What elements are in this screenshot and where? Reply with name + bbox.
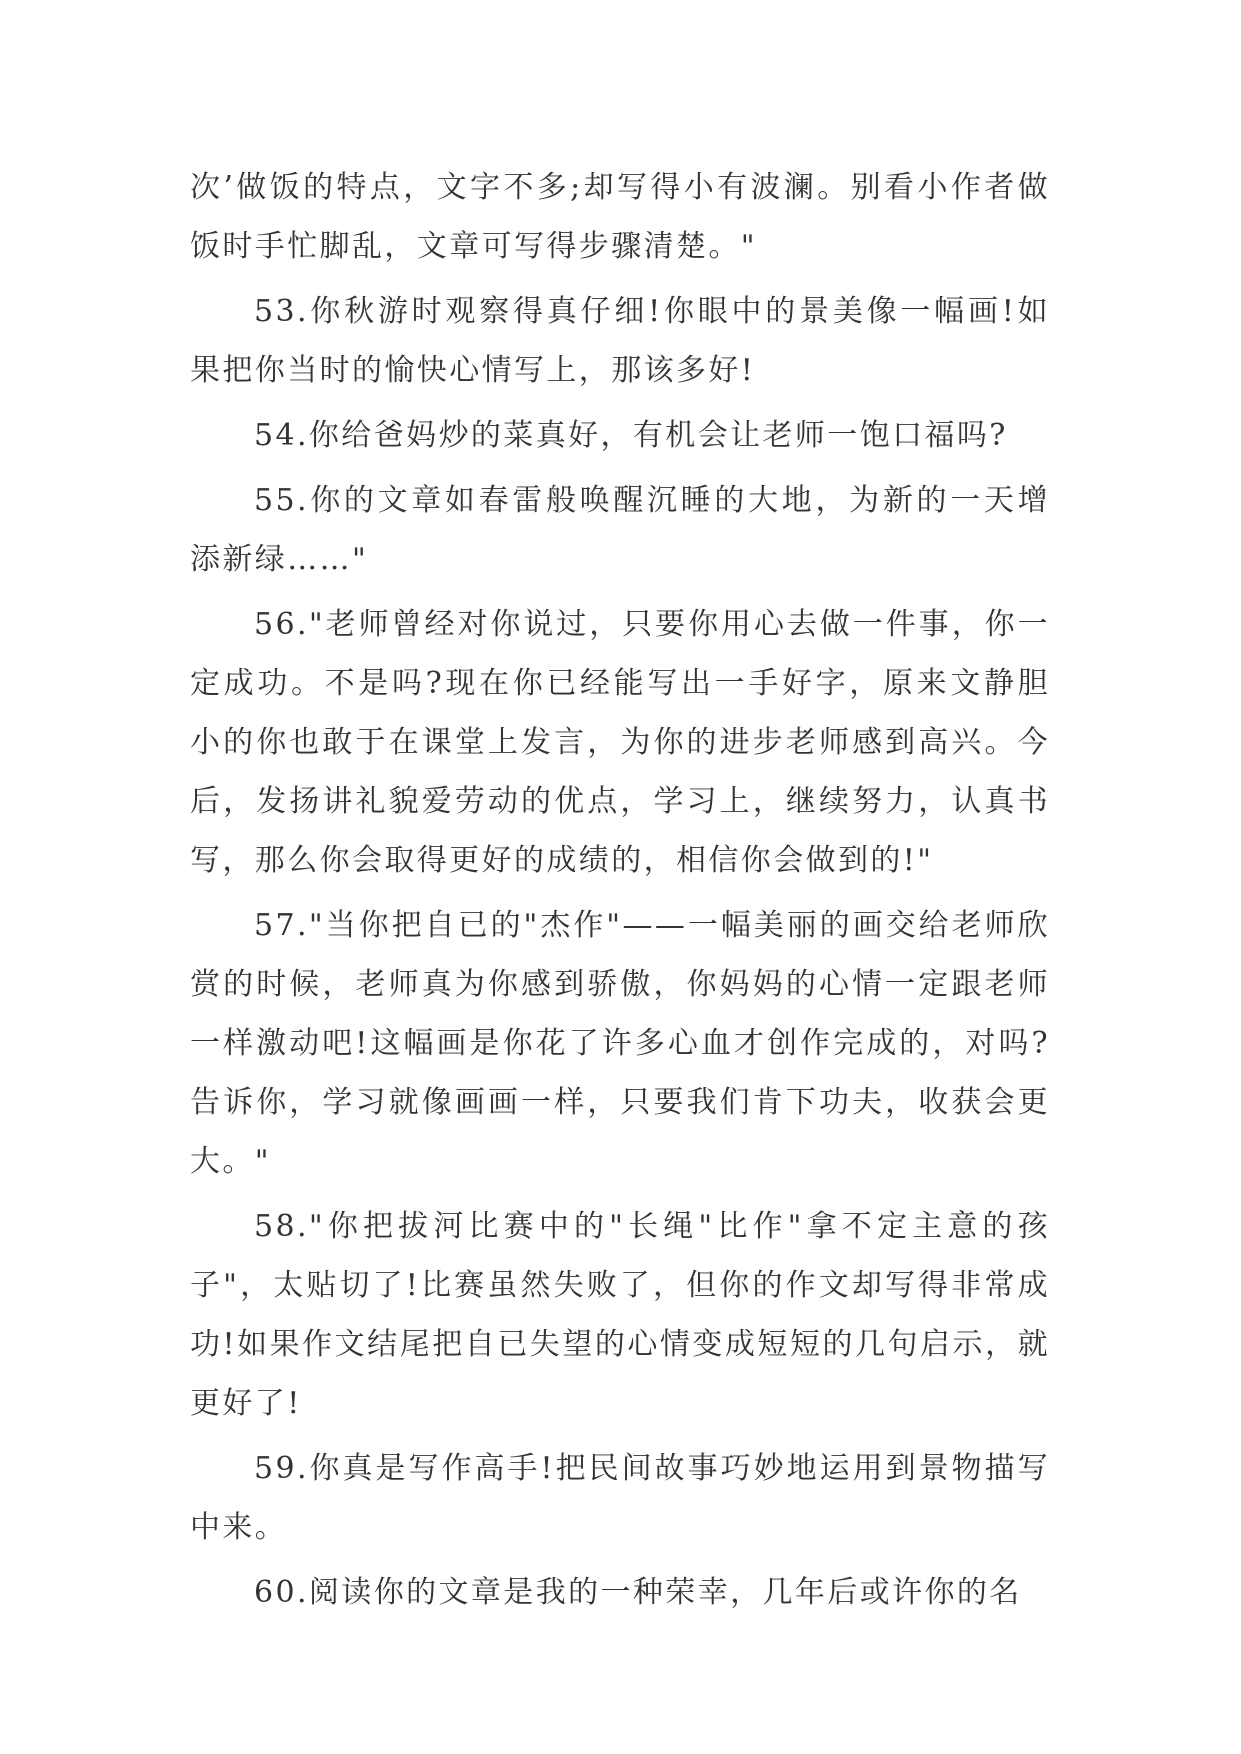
paragraph-item-53: 53.你秋游时观察得真仔细!你眼中的景美像一幅画!如果把你当时的愉快心情写上，那该多好! — [190, 294, 1050, 388]
document-body — [190, 158, 1050, 1628]
paragraph-item-60: 60.阅读你的文章是我的一种荣幸，几年后或许你的名 — [254, 1575, 1022, 1610]
paragraph-item-54: 54.你给爸妈炒的菜真好，有机会让老师一饱口福吗? — [254, 418, 1008, 453]
paragraph-item-56: 56."老师曾经对你说过，只要你用心去做一件事，你一定成功。不是吗?现在你已经能写出一手好字，原来文静胆小的你也敢于在课堂上发言，为你的进步老师感到高兴。今后，发扬讲礼貌爱劳动的优点，学习上，继续努力，认真书写，那么你会取得更好的成绩的，相信你会做到的!" — [190, 607, 1050, 878]
paragraph-continuation: 次’做饭的特点，文字不多;却写得小有波澜。别看小作者做饭时手忙脚乱，文章可写得步骤清楚。" — [190, 170, 1050, 264]
paragraph-item-57: 57."当你把自已的"杰作"——一幅美丽的画交给老师欣赏的时候，老师真为你感到骄傲，你妈妈的心情一定跟老师一样激动吧!这幅画是你花了许多心血才创作完成的，对吗?告诉你，学习就像画画一样，只要我们肯下功夫，收获会更大。" — [190, 908, 1050, 1179]
paragraph-item-59: 59.你真是写作高手!把民间故事巧妙地运用到景物描写中来。 — [190, 1451, 1050, 1545]
paragraph-item-58: 58."你把拔河比赛中的"长绳"比作"拿不定主意的孩子"，太贴切了!比赛虽然失败了，但你的作文却写得非常成功!如果作文结尾把自已失望的心情变成短短的几句启示，就更好了! — [190, 1209, 1050, 1421]
paragraph-item-55: 55.你的文章如春雷般唤醒沉睡的大地，为新的一天增添新绿……" — [190, 483, 1050, 577]
